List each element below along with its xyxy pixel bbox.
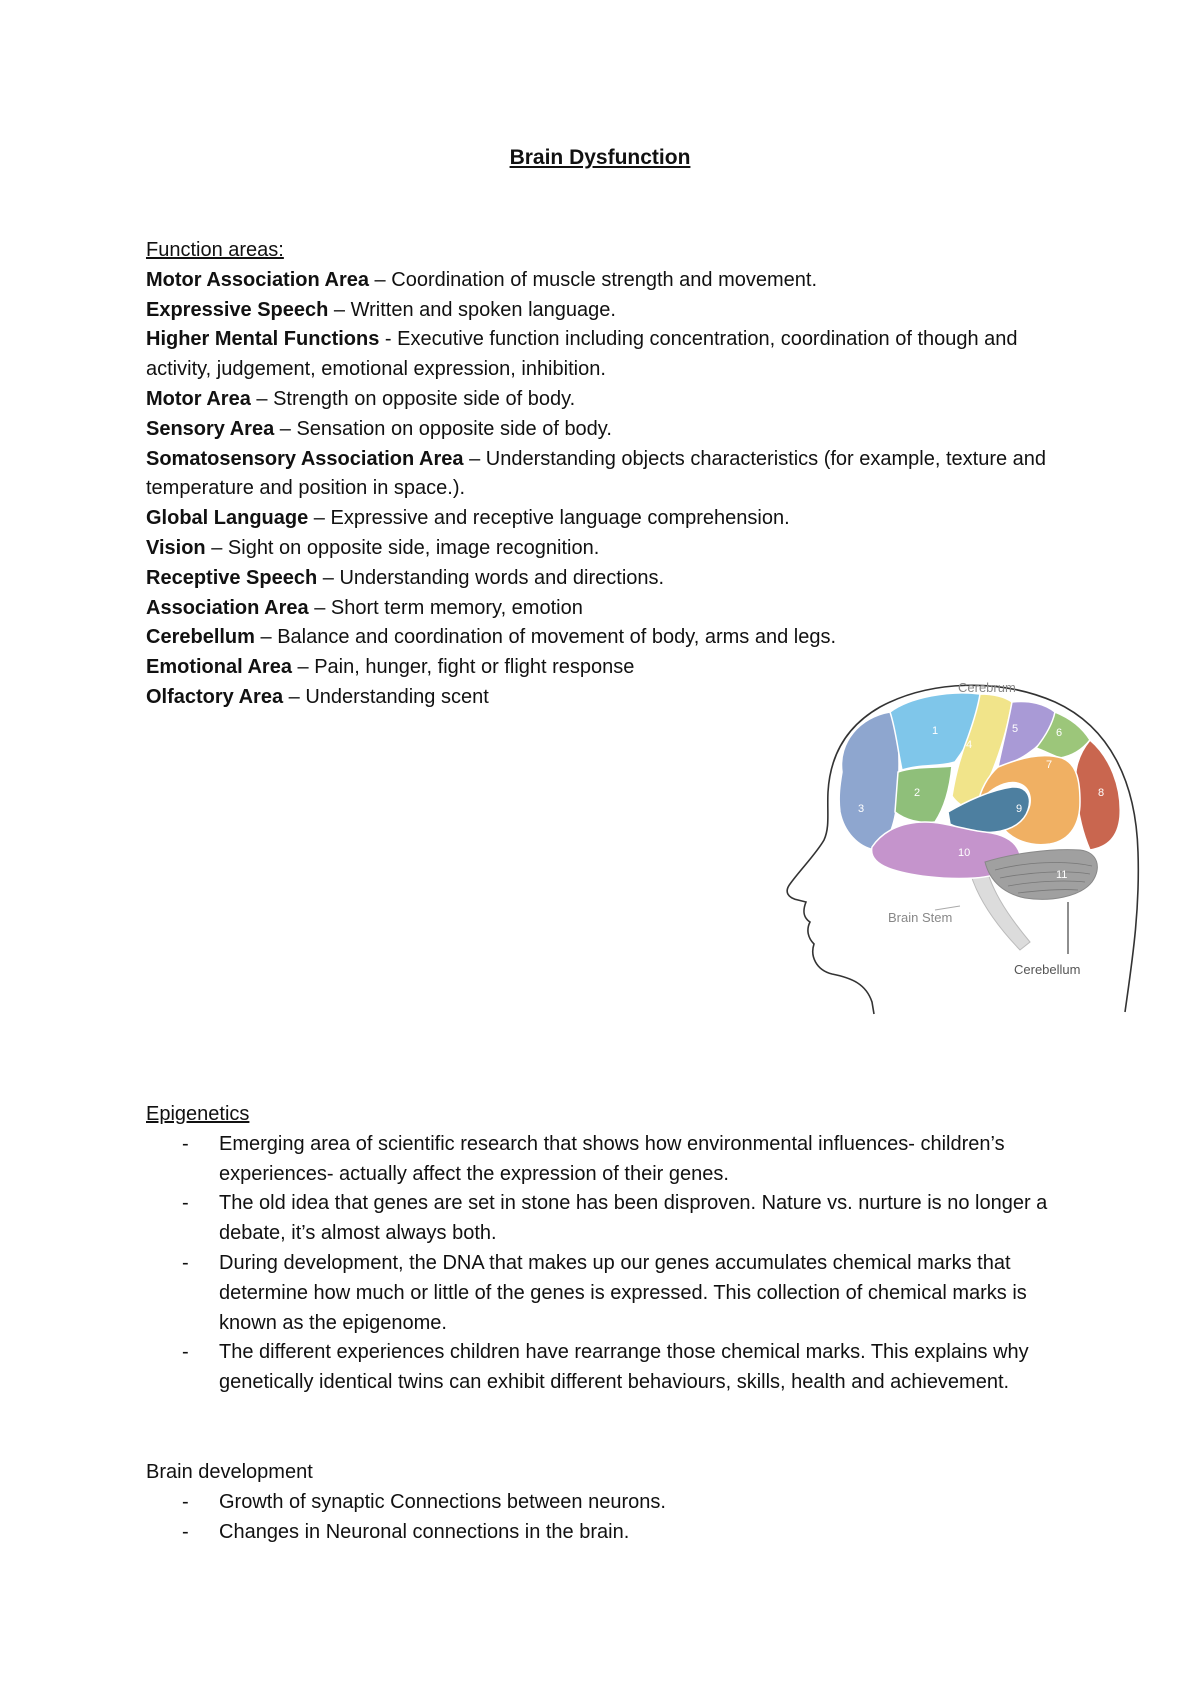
brain-region-2: [895, 766, 952, 823]
list-item: [146, 1338, 1066, 1398]
region-number: 2: [914, 787, 921, 799]
list-item-text: During development, the DNA that makes up our genes accumulates chemical marks that determine how much or little of the genes is expressed. This collection of chemical marks is known as the epigenome.: [219, 1251, 1027, 1334]
area-entry: [146, 445, 1066, 505]
list-item-text: Growth of synaptic Connections between neurons.: [219, 1490, 666, 1513]
function-areas-section: [146, 236, 1066, 713]
area-separator: –: [308, 596, 331, 619]
area-separator: –: [250, 387, 274, 410]
area-term: Somatosensory Association Area: [146, 447, 464, 470]
region-number: 4: [966, 739, 973, 751]
area-term: Olfactory Area: [146, 685, 284, 708]
function-areas-heading: Function areas:: [146, 239, 284, 261]
list-item: [146, 1518, 1066, 1548]
area-description: Expressive and receptive language comprehension.: [330, 507, 790, 530]
area-term: Emotional Area: [146, 656, 292, 679]
area-term: Global Language: [146, 507, 309, 530]
area-entry: [146, 594, 1066, 624]
list-item-text: The old idea that genes are set in stone has been disproven. Nature vs. nurture is no longer a debate, it’s almost always both.: [219, 1192, 1048, 1245]
region-number: 3: [858, 803, 865, 815]
area-term: Expressive Speech: [146, 298, 329, 321]
list-item-text: Changes in Neuronal connections in the brain.: [219, 1520, 630, 1543]
brain-diagram-svg: [780, 672, 1140, 1018]
dash-bullet: -: [182, 1341, 189, 1364]
brain-region-3: [839, 712, 899, 850]
area-separator: –: [463, 447, 486, 470]
area-entry: [146, 266, 1066, 296]
area-description: Executive function including concentration, coordination of though and activity, judgement, emotional expression, inhibition.: [146, 328, 1018, 381]
area-term: Vision: [146, 536, 206, 559]
brain-development-heading: Brain development: [146, 1461, 313, 1483]
area-description: Written and spoken language.: [350, 298, 616, 321]
list-item-text: The different experiences children have rearrange those chemical marks. This explains why genetically identical twins can exhibit different behaviours, skills, health and achievement.: [219, 1341, 1029, 1394]
area-separator: –: [283, 685, 306, 708]
area-description: Sight on opposite side, image recognition.: [227, 536, 600, 559]
area-description: Coordination of muscle strength and movement.: [391, 268, 818, 291]
area-description: Pain, hunger, fight or flight response: [314, 656, 635, 679]
list-item: [146, 1488, 1066, 1518]
area-entry: [146, 325, 1066, 385]
area-entry: [146, 504, 1066, 534]
area-term: Motor Area: [146, 387, 251, 410]
area-entry: [146, 415, 1066, 445]
dash-bullet: -: [182, 1132, 189, 1155]
area-description: Balance and coordination of movement of body, arms and legs.: [277, 626, 837, 649]
region-number: 9: [1016, 803, 1023, 815]
area-separator: –: [317, 566, 340, 589]
area-term: Association Area: [146, 596, 309, 619]
region-number: 6: [1056, 727, 1063, 739]
area-term: Cerebellum: [146, 626, 255, 649]
list-item-text: Emerging area of scientific research that shows how environmental influences- children’s experiences- actually affect the expression of their genes.: [219, 1132, 1005, 1185]
area-entry: [146, 385, 1066, 415]
brain-development-section: [146, 1458, 1066, 1547]
brain-region-11: [985, 850, 1097, 900]
cerebellum-label: Cerebellum: [1014, 962, 1081, 977]
area-separator: -: [379, 328, 398, 351]
brain-diagram: [780, 672, 1140, 1018]
list-item: [146, 1189, 1066, 1249]
area-separator: –: [254, 626, 278, 649]
epigenetics-section: [146, 1100, 1066, 1398]
dash-bullet: -: [182, 1192, 189, 1215]
area-term: Receptive Speech: [146, 566, 318, 589]
dash-bullet: -: [182, 1251, 189, 1274]
region-number: 5: [1012, 723, 1019, 735]
list-item: [146, 1130, 1066, 1190]
area-description: Understanding words and directions.: [339, 566, 665, 589]
region-number: 11: [1056, 869, 1068, 881]
region-number: 1: [932, 725, 939, 737]
area-term: Sensory Area: [146, 417, 275, 440]
dash-bullet: -: [182, 1520, 189, 1543]
area-entry: [146, 296, 1066, 326]
area-separator: –: [205, 536, 228, 559]
area-separator: –: [291, 656, 315, 679]
area-separator: –: [328, 298, 351, 321]
epigenetics-heading: Epigenetics: [146, 1103, 250, 1125]
area-entry: [146, 623, 1066, 653]
area-separator: –: [274, 417, 297, 440]
list-item: [146, 1249, 1066, 1338]
area-separator: –: [308, 507, 331, 530]
area-entry: [146, 564, 1066, 594]
region-number: 7: [1046, 759, 1053, 771]
area-term: Higher Mental Functions: [146, 328, 380, 351]
area-description: Understanding scent: [305, 685, 489, 708]
area-term: Motor Association Area: [146, 268, 369, 291]
area-description: Sensation on opposite side of body.: [296, 417, 612, 440]
area-description: Strength on opposite side of body.: [273, 387, 576, 410]
region-number: 10: [958, 847, 971, 859]
brain-development-list: [146, 1488, 1066, 1548]
dash-bullet: -: [182, 1490, 189, 1513]
area-entry: [146, 534, 1066, 564]
area-separator: –: [369, 268, 392, 291]
epigenetics-list: [146, 1130, 1066, 1398]
area-description: Short term memory, emotion: [330, 596, 583, 619]
page-title: Brain Dysfunction: [509, 146, 691, 169]
cerebrum-label: Cerebrum: [958, 680, 1016, 695]
area-description: Understanding objects characteristics (for example, texture and temperature and position in space.).: [146, 447, 1047, 500]
brain-stem-label: Brain Stem: [888, 910, 953, 925]
region-number: 8: [1098, 787, 1105, 799]
